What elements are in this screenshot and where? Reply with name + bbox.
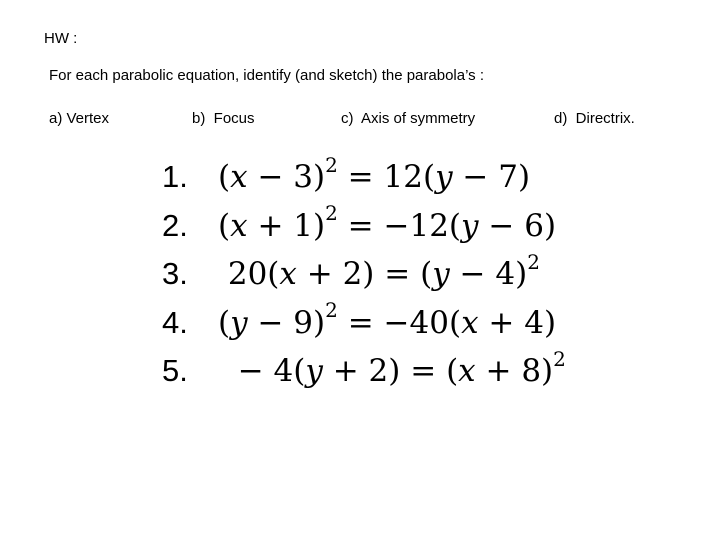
eq-left-open: ( — [218, 159, 231, 195]
eq-right-exponent: 2 — [527, 249, 540, 274]
part-c-axis-of-symmetry: c) Axis of symmetry — [341, 110, 476, 127]
eq-right-coefficient: −40( — [383, 304, 462, 341]
eq-right-rest: − 7) — [452, 159, 531, 195]
eq-equals: = — [337, 159, 384, 195]
eq-left-variable: x — [230, 159, 248, 195]
eq-equals: = — [337, 304, 384, 341]
eq-left-open: 20( — [218, 256, 280, 292]
eq-left-exponent: 2 — [325, 152, 338, 177]
equation-expression — [218, 347, 566, 395]
eq-right-variable: x — [458, 353, 476, 389]
eq-left-exponent: 2 — [325, 298, 338, 323]
equation-item — [162, 153, 566, 202]
equation-number: 4. — [162, 304, 188, 340]
equation-list — [162, 153, 566, 396]
eq-left-open: − 4( — [218, 353, 306, 389]
homework-label: HW : — [44, 30, 78, 47]
eq-right-coefficient: ( — [446, 353, 459, 389]
equation-item — [162, 347, 566, 396]
eq-left-rest: + 2) — [322, 353, 401, 389]
instructions-text: For each parabolic equation, identify (and sketch) the parabola’s : — [49, 67, 484, 84]
part-d-directrix: d) Directrix. — [554, 110, 635, 127]
equation-expression — [218, 153, 530, 201]
eq-right-variable: y — [461, 207, 479, 244]
eq-left-variable: x — [279, 256, 297, 292]
eq-left-rest: + 1) — [247, 207, 326, 244]
equation-expression — [218, 250, 540, 298]
eq-right-coefficient: −12( — [383, 207, 462, 244]
equation-expression — [218, 299, 556, 347]
equation-number: 5. — [162, 353, 188, 388]
eq-left-open: ( — [218, 304, 231, 341]
equation-item — [162, 250, 566, 299]
eq-left-variable: x — [230, 207, 248, 244]
eq-right-rest: + 8) — [475, 353, 554, 389]
eq-left-exponent: 2 — [325, 201, 338, 226]
eq-right-rest: + 4) — [478, 304, 557, 341]
equation-expression — [218, 202, 556, 250]
equation-number: 3. — [162, 256, 188, 291]
eq-equals: = — [337, 207, 384, 244]
eq-left-rest: + 2) — [296, 256, 375, 292]
eq-left-rest: − 3) — [247, 159, 326, 195]
eq-right-variable: x — [461, 304, 479, 341]
part-a-vertex: a) Vertex — [49, 110, 110, 127]
eq-equals: = — [400, 353, 447, 389]
equation-item — [162, 299, 566, 348]
part-b-focus: b) Focus — [192, 110, 255, 127]
eq-left-variable: y — [230, 304, 248, 341]
equation-item — [162, 202, 566, 251]
eq-right-variable: y — [435, 159, 453, 195]
eq-right-coefficient: ( — [420, 256, 433, 292]
eq-right-exponent: 2 — [553, 346, 566, 371]
eq-right-rest: − 4) — [449, 256, 528, 292]
eq-equals: = — [374, 256, 421, 292]
eq-left-open: ( — [218, 207, 231, 244]
equation-number: 2. — [162, 207, 188, 243]
eq-left-rest: − 9) — [247, 304, 326, 341]
eq-right-rest: − 6) — [478, 207, 557, 244]
eq-right-variable: y — [432, 256, 450, 292]
eq-left-variable: y — [305, 353, 323, 389]
eq-right-coefficient: 12( — [383, 159, 436, 195]
equation-number: 1. — [162, 159, 188, 194]
